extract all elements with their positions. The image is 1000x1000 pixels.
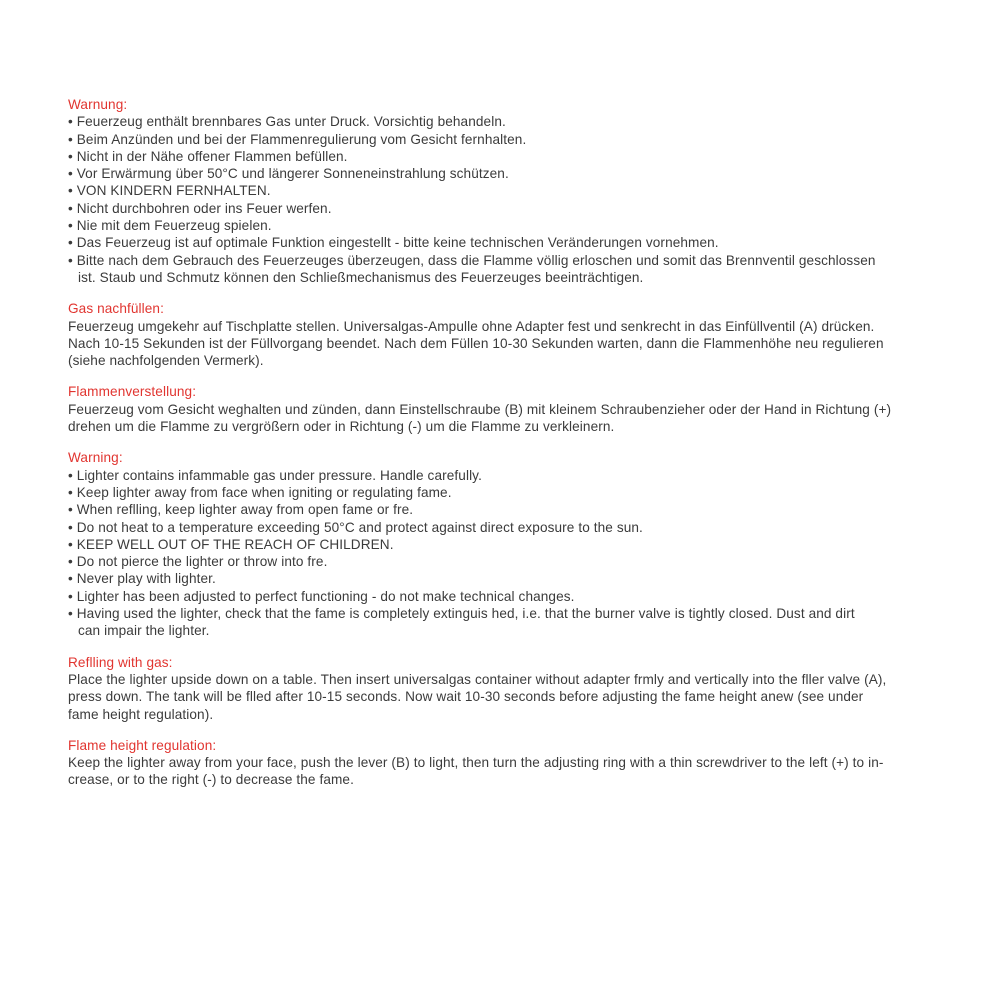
section — [68, 96, 928, 286]
text-line: • Beim Anzünden und bei der Flammenregulierung vom Gesicht fernhalten. — [68, 131, 527, 147]
text-line: • Nicht durchbohren oder ins Feuer werfen. — [68, 200, 332, 216]
text-line: • Keep lighter away from face when igniting or regulating fame. — [68, 484, 452, 500]
text-line: • Do not pierce the lighter or throw into fre. — [68, 554, 328, 570]
text-line-continuation: can impair the lighter. — [78, 623, 210, 639]
text-line: press down. The tank will be flled after 10-15 seconds. Now wait 10-30 seconds before adjusting the fame height anew (see under — [68, 689, 864, 705]
sections-container — [68, 96, 928, 803]
text-line: • Feuerzeug enthält brennbares Gas unter Druck. Vorsichtig behandeln. — [68, 114, 506, 130]
section — [68, 449, 928, 639]
section-heading: Warning: — [68, 450, 123, 466]
text-line: Feuerzeug vom Gesicht weghalten und zünden, dann Einstellschraube (B) mit kleinem Schraubenzieher oder der Hand in Richtung (+) — [68, 401, 892, 417]
section — [68, 737, 928, 789]
section-heading: Flame height regulation: — [68, 737, 217, 753]
section-heading: Reflling with gas: — [68, 654, 173, 670]
text-line: Place the lighter upside down on a table. Then insert universalgas container without adapter frmly and vertically into the fller valve (A), — [68, 671, 887, 687]
text-line: • Vor Erwärmung über 50°C und längerer Sonneneinstrahlung schützen. — [68, 166, 509, 182]
text-line: • VON KINDERN FERNHALTEN. — [68, 183, 271, 199]
text-line: fame height regulation). — [68, 706, 214, 722]
section-heading: Gas nachfüllen: — [68, 301, 164, 317]
text-line: • Do not heat to a temperature exceeding 50°C and protect against direct exposure to the sun. — [68, 519, 643, 535]
text-line: • Nicht in der Nähe offener Flammen befüllen. — [68, 148, 348, 164]
text-line: • When reflling, keep lighter away from open fame or fre. — [68, 502, 414, 518]
text-line: • Bitte nach dem Gebrauch des Feuerzeuges überzeugen, dass die Flamme völlig erloschen und somit das Brennventil geschlossen — [68, 252, 876, 268]
section-heading: Warnung: — [68, 97, 128, 112]
text-line: • KEEP WELL OUT OF THE REACH OF CHILDREN. — [68, 536, 394, 552]
text-line: (siehe nachfolgenden Vermerk). — [68, 353, 264, 369]
text-line: • Lighter has been adjusted to perfect functioning - do not make technical changes. — [68, 588, 575, 604]
text-line: Keep the lighter away from your face, push the lever (B) to light, then turn the adjusting ring with a thin screwdriver to the left (+) to in- — [68, 755, 884, 771]
text-line: • Never play with lighter. — [68, 571, 216, 587]
section-heading: Flammenverstellung: — [68, 384, 197, 400]
text-line: • Lighter contains infammable gas under pressure. Handle carefully. — [68, 467, 482, 483]
text-line: Nach 10-15 Sekunden ist der Füllvorgang beendet. Nach dem Füllen 10-30 Sekunden warten, dann die Flammenhöhe neu regulieren — [68, 335, 884, 351]
text-line: • Having used the lighter, check that the fame is completely extinguis hed, i.e. that the burner valve is tightly closed. Dust and dirt — [68, 606, 855, 622]
text-line-continuation: ist. Staub und Schmutz können den Schließmechanismus des Feuerzeuges beeinträchtigen. — [78, 269, 644, 285]
section — [68, 383, 928, 435]
text-line: • Das Feuerzeug ist auf optimale Funktion eingestellt - bitte keine technischen Veränderungen vornehmen. — [68, 235, 719, 251]
text-line: crease, or to the right (-) to decrease the fame. — [68, 772, 354, 788]
section — [68, 654, 928, 723]
section — [68, 300, 928, 369]
text-line: • Nie mit dem Feuerzeug spielen. — [68, 218, 272, 234]
text-line: Feuerzeug umgekehr auf Tischplatte stellen. Universalgas-Ampulle ohne Adapter fest und senkrecht in das Einfüllventil (A) drücken. — [68, 318, 875, 334]
text-line: drehen um die Flamme zu vergrößern oder in Richtung (-) um die Flamme zu verkleinern. — [68, 419, 615, 435]
